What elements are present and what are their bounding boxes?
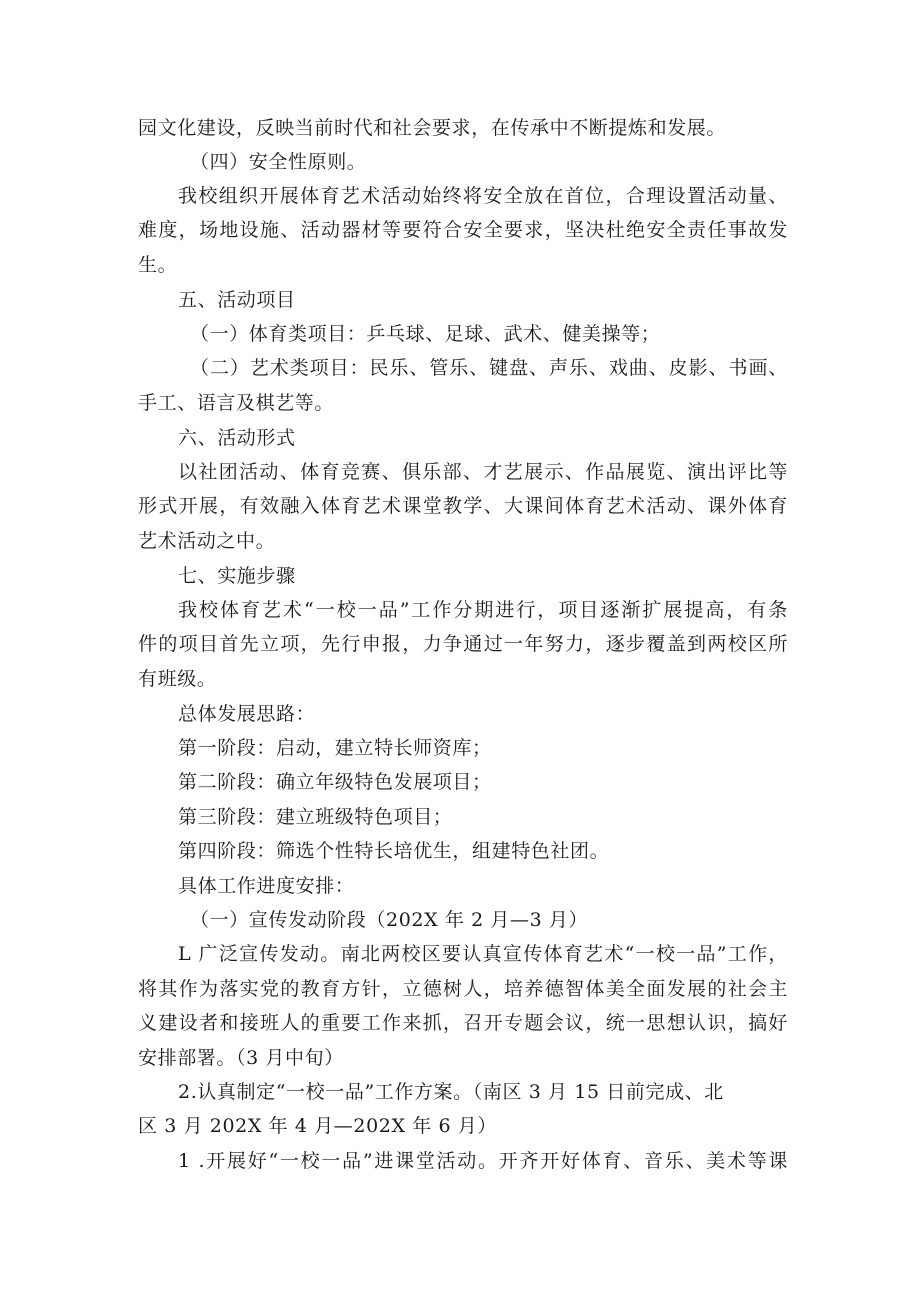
body-text-line: 生。 xyxy=(138,254,178,276)
section-heading: 七、实施步骤 xyxy=(178,565,296,587)
body-text-line: 区 3 月 202X 年 4 月—202X 年 6 月） xyxy=(138,1115,498,1137)
body-text-line: L 广泛宣传发动。南北两校区要认真宣传体育艺术“一校一品”工作， xyxy=(178,943,788,965)
body-text-line: 将其作为落实党的教育方针，立德树人，培养德智体美全面发展的社会主 xyxy=(138,978,788,1000)
list-item: （一）体育类项目：乒乓球、足球、武术、健美操等； xyxy=(190,323,661,345)
section-heading: （四）安全性原则。 xyxy=(190,151,367,173)
body-text-line: 安排部署。（3 月中旬） xyxy=(138,1047,344,1069)
list-item: 第二阶段：确立年级特色发展项目； xyxy=(178,771,492,793)
section-heading: （一）宣传发动阶段（202X 年 2 月—3 月） xyxy=(190,909,589,931)
body-text-line: 手工、语言及棋艺等。 xyxy=(138,392,335,414)
list-item: 第一阶段：启动，建立特长师资库； xyxy=(178,737,492,759)
body-text-line: 义建设者和接班人的重要工作来抓，召开专题会议，统一思想认识，搞好 xyxy=(138,1012,788,1034)
body-text-line: 以社团活动、体育竞赛、俱乐部、才艺展示、作品展览、演出评比等 xyxy=(178,461,788,483)
body-text-line: 难度，场地设施、活动器材等要符合安全要求，坚决杜绝安全责任事故发 xyxy=(138,219,788,241)
body-text-line: 艺术活动之中。 xyxy=(138,530,276,552)
body-text-line: 我校体育艺术“一校一品”工作分期进行，项目逐渐扩展提高，有条 xyxy=(178,599,788,621)
section-heading: 五、活动项目 xyxy=(178,289,296,311)
body-text-line: 有班级。 xyxy=(138,668,217,690)
body-text-line: 形式开展，有效融入体育艺术课堂教学、大课间体育艺术活动、课外体育 xyxy=(138,495,788,517)
body-text-line: 园文化建设，反映当前时代和社会要求，在传承中不断提炼和发展。 xyxy=(138,117,727,139)
body-text-line: 2.认真制定“一校一品”工作方案。（南区 3 月 15 日前完成、北 xyxy=(178,1081,724,1103)
list-item: （二）艺术类项目：民乐、管乐、键盘、声乐、戏曲、皮影、书画、 xyxy=(190,357,788,379)
body-text-line: 1 .开展好“一校一品”进课堂活动。开齐开好体育、音乐、美术等课 xyxy=(178,1150,788,1172)
body-text-line: 具体工作进度安排： xyxy=(178,875,355,897)
body-text-line: 总体发展思路： xyxy=(178,703,316,725)
body-text-line: 我校组织开展体育艺术活动始终将安全放在首位，合理设置活动量、 xyxy=(178,185,788,207)
body-text-line: 件的项目首先立项，先行申报，力争通过一年努力，逐步覆盖到两校区所 xyxy=(138,633,788,655)
section-heading: 六、活动形式 xyxy=(178,427,296,449)
list-item: 第四阶段：筛选个性特长培优生，组建特色社团。 xyxy=(178,840,610,862)
list-item: 第三阶段：建立班级特色项目； xyxy=(178,806,453,828)
